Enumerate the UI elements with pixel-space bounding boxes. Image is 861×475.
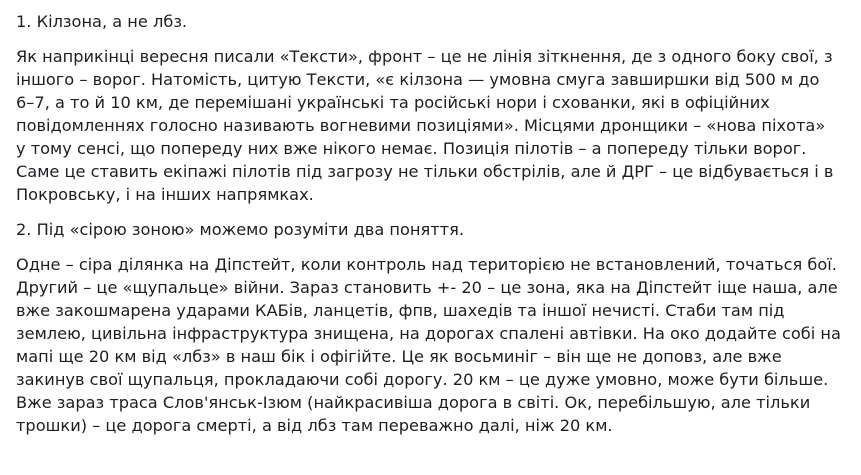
text-line: Одне – сіра ділянка на Діпстейт, коли контроль над територією не встановлений, точаться бої.: [16, 255, 837, 274]
paragraph-2: [16, 253, 858, 437]
heading-text: 2. Під «сірою зоною» можемо розуміти два поняття.: [16, 220, 464, 239]
text-line: Другий – це «щупальце» війни. Зараз становить +- 20 – це зона, яка на Діпстейт іще наша, але: [16, 278, 838, 297]
text-line: Саме це ставить екіпажі пілотів під загрозу не тільки обстрілів, але й ДРГ – це відбувається і в: [16, 162, 834, 181]
text-line: у тому сенсі, що попереду них вже нікого немає. Позиція пілотів – а попереду тільки ворог.: [16, 139, 807, 158]
text-line: закинув свої щупальця, прокладаючи собі дорогу. 20 км – це дуже умовно, може бути більше.: [16, 370, 829, 389]
heading-text: 1. Кілзона, а не лбз.: [16, 12, 188, 31]
text-line: землею, цивільна інфраструктура знищена, на дорогах спалені автівки. На око додайте собі на: [16, 324, 841, 343]
section-heading-1: [16, 10, 858, 33]
paragraph-1: [16, 45, 858, 206]
text-line: 6–7, а то й 10 км, де перемішані українські та російські нори і схованки, які в офіційних: [16, 93, 770, 112]
text-line: Вже зараз траса Слов'янськ-Ізюм (найкрасивіша дорога в світі. Ок, перебільшую, але тільки: [16, 393, 811, 412]
post-body: [16, 10, 858, 449]
text-line: трошки) – це дорога смерті, а від лбз там переважно далі, ніж 20 км.: [16, 416, 613, 435]
text-line: іншого – ворог. Натомість, цитую Тексти, «є кілзона — умовна смуга завширшки від 500 м до: [16, 70, 820, 89]
text-line: Як наприкінці вересня писали «Тексти», фронт – це не лінія зіткнення, де з одного боку свої, з: [16, 47, 833, 66]
text-line: мапі ще 20 км від «лбз» в наш бік і офігійте. Це як восьминіг – він ще не доповз, але вже: [16, 347, 782, 366]
text-line: Покровську, і на інших напрямках.: [16, 185, 314, 204]
text-line: повідомленнях голосно називають вогневими позиціями». Місцями дронщики – «нова піхота»: [16, 116, 826, 135]
section-heading-2: [16, 218, 858, 241]
text-line: вже закошмарена ударами КАБів, ланцетів, фпв, шахедів та іншої нечисті. Стаби там під: [16, 301, 785, 320]
